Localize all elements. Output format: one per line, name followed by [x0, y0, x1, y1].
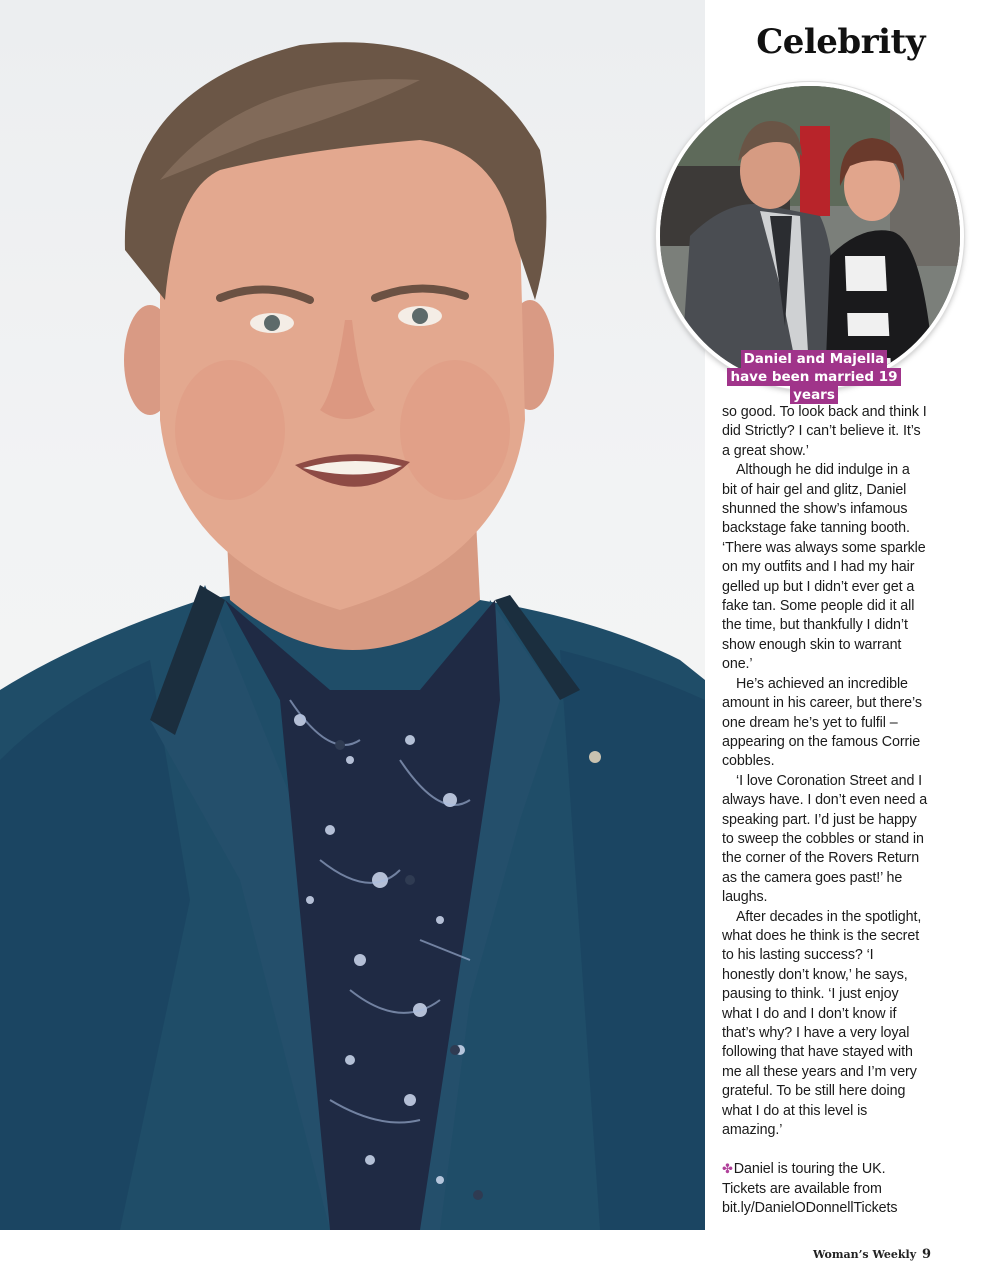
- page-number: 9: [921, 1247, 931, 1262]
- article-paragraph: so good. To look back and think I did Strictly? I can’t believe it. It’s a great show.’: [722, 404, 927, 459]
- magazine-name: Woman’s Weekly: [813, 1248, 917, 1261]
- tour-note-text: Daniel is touring the UK. Tickets are available from bit.ly/DanielODonnellTickets: [722, 1161, 898, 1217]
- section-title: Celebrity: [756, 22, 925, 62]
- article-body: [722, 403, 928, 1219]
- article-paragraph: He’s achieved an incredible amount in his career, but there’s one dream he’s yet to fulfil – appearing on the famous Corrie cobbles.: [722, 675, 922, 770]
- page-folio: [813, 1247, 931, 1262]
- tour-note: [722, 1159, 928, 1218]
- bullet-icon: ✤: [722, 1161, 733, 1177]
- article-paragraph: After decades in the spotlight, what does he think is the secret to his lasting success? ‘I honestly don’t know,’ he says, pausing to think. ‘I just enjoy what I do and I don’t know if that’s why? I have a very loyal following that have stayed with me all these years and I’m very grateful. To be still here doing what I do at this level is amazing.’: [722, 908, 922, 1139]
- inset-caption: [724, 350, 904, 404]
- article-paragraph: Although he did indulge in a bit of hair gel and glitz, Daniel shunned the show’s infamous backstage fake tanning booth. ‘There was always some sparkle on my outfits and I had my hair gelled up but I didn’t ever get a fake tan. Some people did it all the time, but thankfully I didn’t show enough skin to warrant one.’: [722, 462, 926, 673]
- inset-caption-text: Daniel and Majella have been married 19 years: [727, 350, 900, 404]
- article-paragraph: ‘I love Coronation Street and I always have. I don’t even need a speaking part. I’d just be happy to sweep the cobbles or stand in the corner of the Rovers Return as the camera goes past!’ he laughs.: [722, 772, 928, 906]
- inset-couple-photo: [656, 82, 964, 390]
